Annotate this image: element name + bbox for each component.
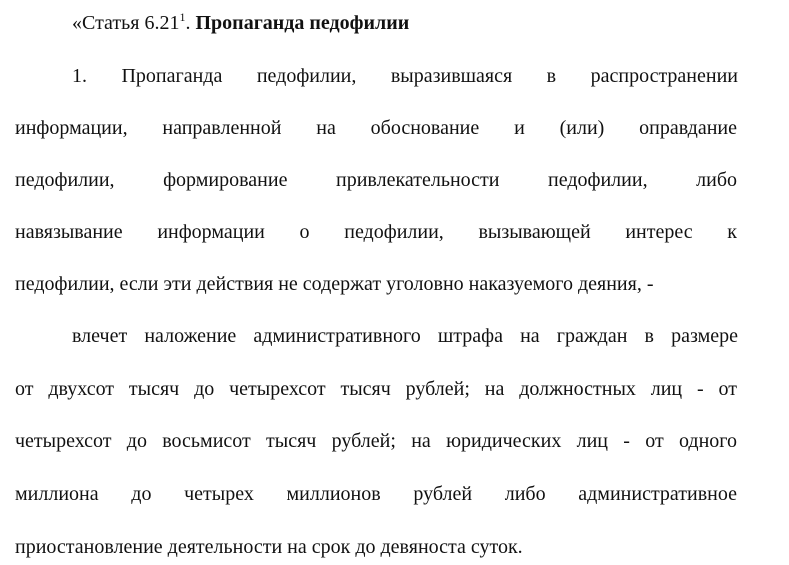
paragraph-2-line-5: приостановление деятельности на срок до девяноста суток.	[15, 536, 523, 558]
paragraph-1-line-5: педофилии, если эти действия не содержат уголовно наказуемого деяния, -	[15, 273, 654, 295]
paragraph-1-line-4: навязывание информации о педофилии, вызывающей интерес к	[15, 221, 737, 243]
article-title: Пропаганда педофилии	[195, 12, 410, 34]
paragraph-2-line-3: четырехсот до восьмисот тысяч рублей; на юридических лиц - от одного	[15, 430, 737, 452]
article-separator: .	[185, 12, 196, 34]
paragraph-1-line-1: 1. Пропаганда педофилии, выразившаяся в распространении	[72, 65, 738, 87]
paragraph-2-line-4: миллиона до четырех миллионов рублей либо административное	[15, 483, 737, 505]
article-number: «Статья 6.21	[72, 12, 180, 34]
paragraph-1-line-2: информации, направленной на обоснование и (или) оправдание	[15, 117, 737, 139]
paragraph-2-line-1: влечет наложение административного штрафа на граждан в размере	[72, 325, 738, 347]
article-heading	[72, 9, 409, 37]
paragraph-2-line-2: от двухсот тысяч до четырехсот тысяч рублей; на должностных лиц - от	[15, 378, 737, 400]
paragraph-1-line-3: педофилии, формирование привлекательности педофилии, либо	[15, 169, 737, 191]
article-superscript: 1	[179, 10, 186, 24]
